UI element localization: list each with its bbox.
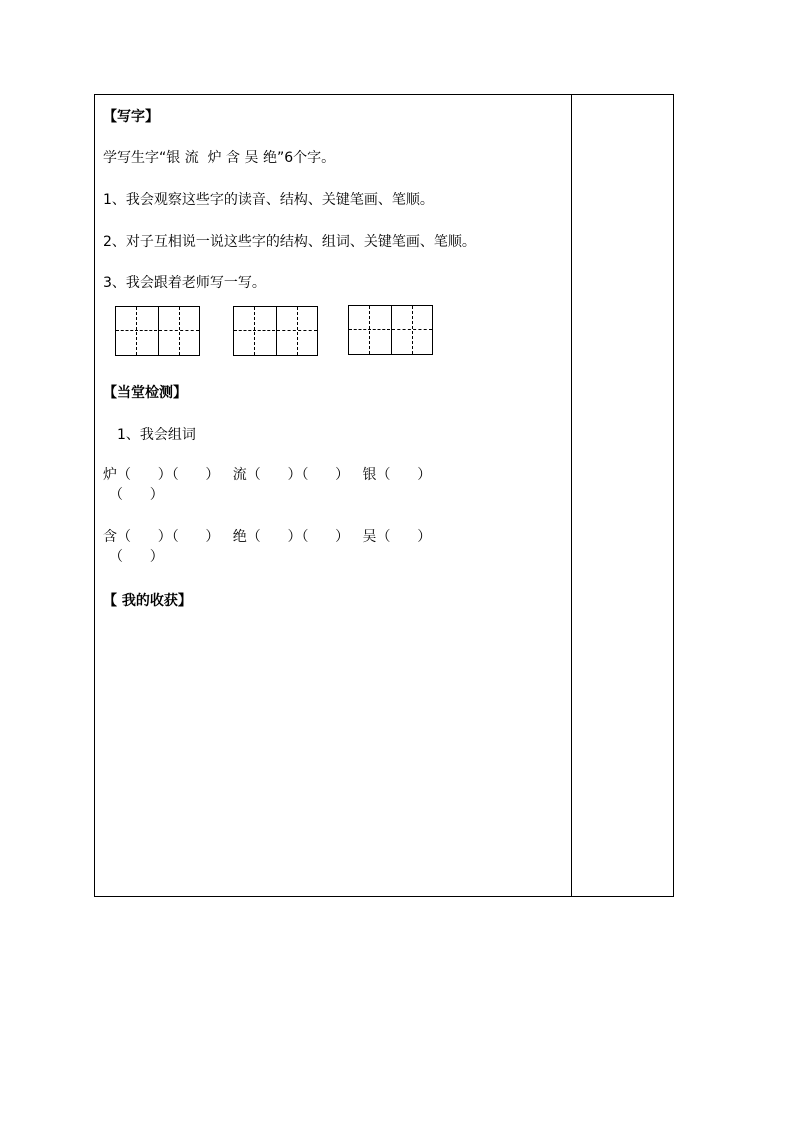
grid-cell bbox=[276, 307, 317, 355]
write-step-1: 1、我会观察这些字的读音、结构、关键笔画、笔顺。 bbox=[103, 192, 434, 208]
grid-cell bbox=[116, 307, 157, 355]
word-row-2[interactable]: 含（ ）（ ） 绝（ ）（ ） 吴（ ） bbox=[103, 529, 432, 545]
practice-grid-2[interactable] bbox=[233, 306, 318, 356]
word-row-2-continued[interactable]: （ ） bbox=[109, 549, 164, 565]
practice-grid-3[interactable] bbox=[348, 305, 433, 355]
grid-cell bbox=[349, 306, 390, 354]
write-heading: 【写字】 bbox=[103, 109, 159, 125]
grid-cell bbox=[391, 306, 432, 354]
write-step-3: 3、我会跟着老师写一写。 bbox=[103, 275, 266, 291]
word-row-1-continued[interactable]: （ ） bbox=[109, 487, 164, 503]
worksheet-table bbox=[94, 94, 674, 897]
practice-grid-1[interactable] bbox=[115, 306, 200, 356]
harvest-heading: 【 我的收获】 bbox=[103, 593, 192, 609]
column-divider bbox=[571, 95, 572, 896]
word-row-1[interactable]: 炉（ ）（ ） 流（ ）（ ） 银（ ） bbox=[103, 467, 432, 483]
write-step-2: 2、对子互相说一说这些字的结构、组词、关键笔画、笔顺。 bbox=[103, 234, 476, 250]
grid-cell bbox=[234, 307, 275, 355]
write-intro: 学写生字“银 流 炉 含 吴 绝”6个字。 bbox=[103, 150, 336, 166]
test-heading: 【当堂检测】 bbox=[103, 385, 187, 401]
test-question-1: 1、我会组词 bbox=[117, 427, 196, 443]
grid-cell bbox=[158, 307, 199, 355]
